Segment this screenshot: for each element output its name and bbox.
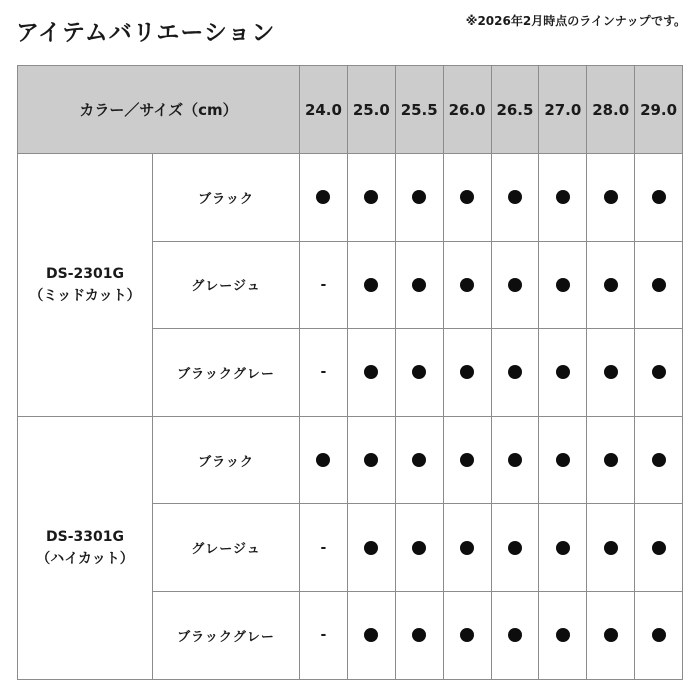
availability-cell — [539, 154, 587, 242]
available-dot-icon — [652, 453, 666, 467]
color-name: ブラック — [153, 416, 300, 504]
available-dot-icon — [508, 365, 522, 379]
availability-cell — [635, 241, 683, 329]
available-dot-icon — [508, 278, 522, 292]
availability-cell — [300, 241, 348, 329]
unavailable-mark: - — [320, 539, 327, 556]
model-code: DS-2301G — [46, 265, 124, 282]
available-dot-icon — [412, 190, 426, 204]
available-dot-icon — [364, 278, 378, 292]
availability-cell — [395, 241, 443, 329]
availability-cell — [443, 504, 491, 592]
available-dot-icon — [316, 453, 330, 467]
availability-cell — [491, 504, 539, 592]
availability-cell — [491, 591, 539, 679]
available-dot-icon — [412, 365, 426, 379]
availability-cell — [443, 591, 491, 679]
available-dot-icon — [508, 541, 522, 555]
variation-table — [17, 65, 683, 680]
availability-cell — [539, 241, 587, 329]
availability-cell — [347, 591, 395, 679]
size-header: 27.0 — [539, 66, 587, 154]
availability-cell — [587, 416, 635, 504]
model-cell — [18, 416, 153, 679]
size-header: 25.0 — [347, 66, 395, 154]
model-code: DS-3301G — [46, 528, 124, 545]
unavailable-mark: - — [320, 627, 327, 644]
color-name: ブラックグレー — [153, 591, 300, 679]
availability-cell — [587, 154, 635, 242]
availability-cell — [491, 416, 539, 504]
available-dot-icon — [556, 453, 570, 467]
available-dot-icon — [604, 453, 618, 467]
availability-cell — [587, 504, 635, 592]
available-dot-icon — [364, 628, 378, 642]
availability-cell — [443, 154, 491, 242]
unavailable-mark: - — [320, 364, 327, 381]
availability-cell — [587, 241, 635, 329]
availability-cell — [635, 504, 683, 592]
available-dot-icon — [316, 190, 330, 204]
available-dot-icon — [412, 453, 426, 467]
availability-cell — [395, 504, 443, 592]
available-dot-icon — [604, 278, 618, 292]
availability-cell — [635, 154, 683, 242]
size-header: 24.0 — [300, 66, 348, 154]
available-dot-icon — [556, 278, 570, 292]
availability-cell — [347, 154, 395, 242]
available-dot-icon — [508, 190, 522, 204]
available-dot-icon — [556, 628, 570, 642]
availability-cell — [395, 154, 443, 242]
available-dot-icon — [364, 541, 378, 555]
page-title: アイテムバリエーション — [16, 20, 276, 46]
available-dot-icon — [604, 628, 618, 642]
availability-cell — [347, 241, 395, 329]
color-name: グレージュ — [153, 241, 300, 329]
availability-cell — [491, 329, 539, 417]
available-dot-icon — [652, 541, 666, 555]
available-dot-icon — [412, 278, 426, 292]
available-dot-icon — [364, 190, 378, 204]
table-row — [18, 416, 683, 504]
available-dot-icon — [604, 365, 618, 379]
availability-cell — [300, 416, 348, 504]
availability-cell — [347, 504, 395, 592]
table-row — [18, 154, 683, 242]
available-dot-icon — [460, 628, 474, 642]
available-dot-icon — [508, 628, 522, 642]
size-header: 25.5 — [395, 66, 443, 154]
available-dot-icon — [364, 365, 378, 379]
availability-cell — [635, 416, 683, 504]
availability-cell — [300, 504, 348, 592]
available-dot-icon — [460, 190, 474, 204]
available-dot-icon — [652, 190, 666, 204]
availability-cell — [395, 591, 443, 679]
available-dot-icon — [412, 541, 426, 555]
available-dot-icon — [508, 453, 522, 467]
availability-cell — [539, 591, 587, 679]
model-type: （ミッドカット） — [29, 287, 141, 304]
available-dot-icon — [652, 365, 666, 379]
availability-cell — [539, 416, 587, 504]
availability-cell — [587, 329, 635, 417]
available-dot-icon — [460, 453, 474, 467]
color-name: ブラックグレー — [153, 329, 300, 417]
lineup-note: ※2026年2月時点のラインナップです。 — [465, 14, 686, 28]
availability-cell — [300, 591, 348, 679]
availability-cell — [539, 504, 587, 592]
size-header: 29.0 — [635, 66, 683, 154]
availability-cell — [635, 329, 683, 417]
availability-cell — [539, 329, 587, 417]
table-body — [18, 154, 683, 680]
availability-cell — [300, 154, 348, 242]
availability-cell — [300, 329, 348, 417]
availability-cell — [347, 416, 395, 504]
size-header: 28.0 — [587, 66, 635, 154]
availability-cell — [395, 416, 443, 504]
available-dot-icon — [364, 453, 378, 467]
color-name: ブラック — [153, 154, 300, 242]
model-type: （ハイカット） — [36, 550, 134, 567]
availability-cell — [635, 591, 683, 679]
available-dot-icon — [556, 365, 570, 379]
availability-cell — [491, 241, 539, 329]
availability-cell — [443, 241, 491, 329]
available-dot-icon — [460, 541, 474, 555]
available-dot-icon — [604, 541, 618, 555]
available-dot-icon — [652, 278, 666, 292]
unavailable-mark: - — [320, 276, 327, 293]
model-cell — [18, 154, 153, 417]
color-name: グレージュ — [153, 504, 300, 592]
availability-cell — [491, 154, 539, 242]
available-dot-icon — [556, 190, 570, 204]
available-dot-icon — [460, 278, 474, 292]
size-header: 26.0 — [443, 66, 491, 154]
availability-cell — [443, 416, 491, 504]
availability-cell — [347, 329, 395, 417]
availability-cell — [587, 591, 635, 679]
available-dot-icon — [460, 365, 474, 379]
header-label: カラー／サイズ（cm） — [18, 66, 300, 154]
available-dot-icon — [412, 628, 426, 642]
size-header: 26.5 — [491, 66, 539, 154]
table-header-row — [18, 66, 683, 154]
available-dot-icon — [652, 628, 666, 642]
availability-cell — [443, 329, 491, 417]
available-dot-icon — [556, 541, 570, 555]
availability-cell — [395, 329, 443, 417]
available-dot-icon — [604, 190, 618, 204]
